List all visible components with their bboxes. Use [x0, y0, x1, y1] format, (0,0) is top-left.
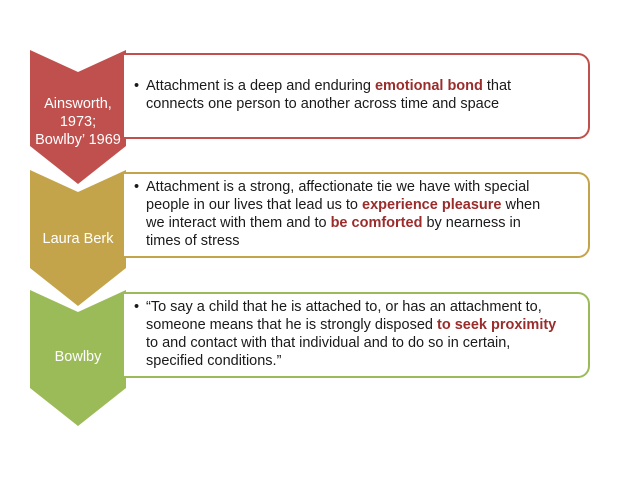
box-text [134, 77, 580, 113]
text-line [146, 352, 580, 370]
text-box-laura-berk [124, 172, 590, 258]
chevron-label-line: Bowlby [54, 349, 102, 365]
text-run: “To say a child that he is attached to, or has an attachment to, [146, 299, 542, 315]
text-run: by nearness in [422, 215, 521, 231]
text-line [146, 334, 580, 352]
highlight-text: experience pleasure [362, 197, 502, 213]
text-run: someone means that he is strongly disposed [146, 317, 437, 333]
text-box-bowlby [124, 292, 590, 378]
text-line [146, 77, 580, 95]
chevron-label [30, 348, 126, 366]
text-run: connects one person to another across time and space [146, 96, 500, 112]
chevron-label-line: 1973; [59, 114, 97, 130]
bullet: • [134, 179, 140, 195]
chevron-label-line: Laura Berk [42, 231, 114, 247]
chevron-laura-berk [30, 170, 126, 306]
text-line [146, 316, 580, 334]
highlight-text: to seek proximity [436, 317, 557, 333]
chevron-ainsworth [30, 50, 126, 184]
text-run: people in our lives that lead us to [146, 197, 363, 213]
text-run: Attachment is a strong, affectionate tie we have with special [146, 179, 530, 195]
highlight-text: emotional bond [374, 78, 483, 94]
text-run: specified conditions.” [146, 353, 282, 369]
text-line [146, 196, 580, 214]
chevron-label-line: Ainsworth, [44, 96, 112, 112]
chevron-bowlby [30, 290, 126, 426]
text-line [146, 232, 580, 250]
text-run: times of stress [146, 233, 240, 249]
text-run: Attachment is a deep and enduring [146, 78, 375, 94]
text-run: when [501, 197, 541, 213]
text-box-ainsworth [124, 53, 590, 139]
box-text [134, 298, 580, 370]
highlight-text: be comforted [330, 215, 423, 231]
chevron-label [30, 230, 126, 248]
text-line [146, 214, 580, 232]
text-run: we interact with them and to [146, 215, 331, 231]
chevron-label [30, 95, 126, 149]
text-run: to and contact with that individual and to do so in certain, [146, 335, 511, 351]
text-line [146, 95, 580, 113]
box-text [134, 178, 580, 250]
chevron-label-line: Bowlby’ 1969 [35, 132, 121, 148]
text-run: that [482, 78, 512, 94]
bullet: • [134, 299, 140, 315]
text-line [146, 298, 580, 316]
text-line [146, 178, 580, 196]
bullet: • [134, 78, 140, 94]
